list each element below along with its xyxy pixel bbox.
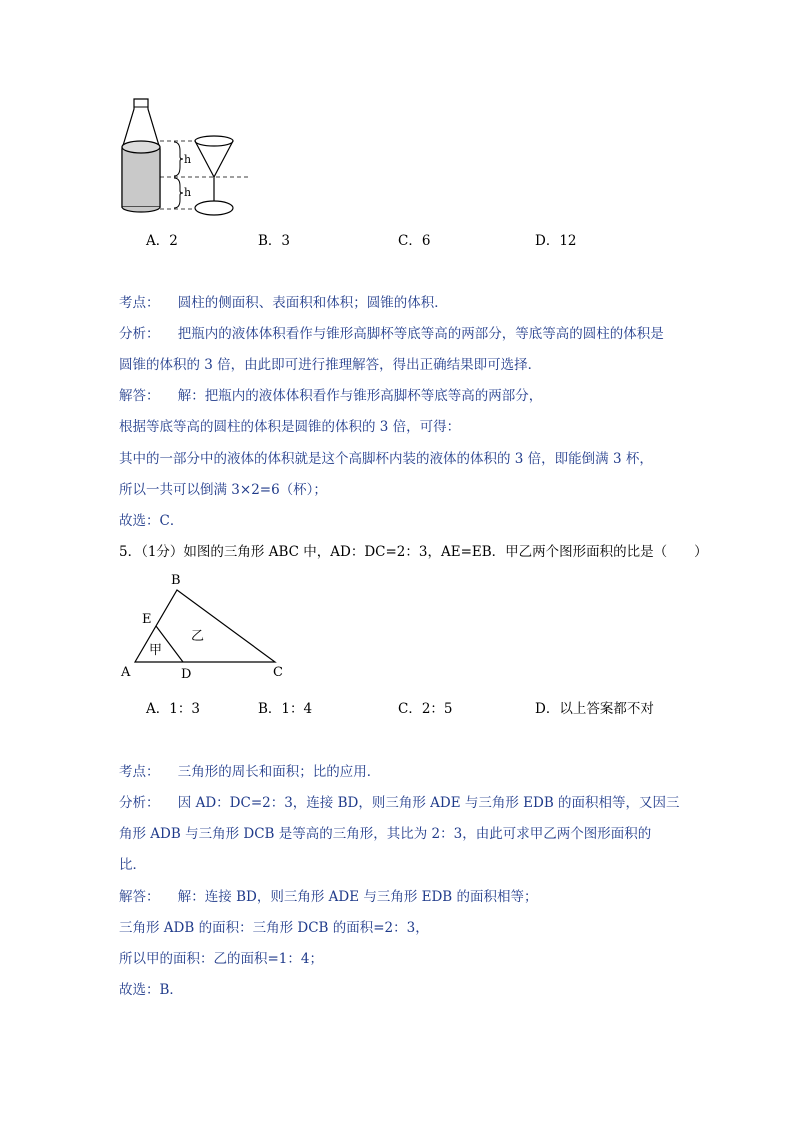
- q5-option-d: D．以上答案都不对: [535, 701, 654, 717]
- q5-fenxi-label: 分析：: [119, 795, 160, 811]
- region-jia-label: 甲: [149, 643, 163, 658]
- q5-fenxi-line2: 角形 ADB 与三角形 DCB 是等高的三角形，其比为 2：3，由此可求甲乙两个图形面积的: [119, 826, 652, 842]
- q4-option-d: D．12: [535, 233, 577, 249]
- q5-answer: 故选：B．: [119, 982, 183, 998]
- goblet-base: [195, 201, 233, 215]
- q5-question: 5．（1分）如图的三角形 ABC 中，AD：DC=2：3，AE=EB．甲乙两个图形面积的比是（ ）: [119, 544, 708, 560]
- q4-answer: 故选：C．: [119, 513, 184, 529]
- q4-fenxi-label: 分析：: [119, 326, 160, 342]
- vertex-e-label: E: [142, 612, 152, 627]
- q4-jieda-line1: 解：把瓶内的液体体积看作与锥形高脚杯等底等高的两部分，: [177, 388, 543, 404]
- q5-kaodian: 三角形的周长和面积；比的应用．: [177, 764, 381, 780]
- q5-jieda-line3: 所以甲的面积：乙的面积=1：4；: [119, 951, 323, 967]
- bottle-goblet-figure: [100, 95, 260, 220]
- q5-fenxi-line3: 比．: [119, 857, 146, 873]
- h-label-lower: h: [184, 186, 192, 199]
- q4-option-a: A．2: [146, 233, 178, 249]
- q4-option-c: C．6: [398, 233, 431, 249]
- region-yi-label: 乙: [191, 629, 205, 644]
- q5-kaodian-label: 考点：: [119, 764, 160, 780]
- vertex-b-label: B: [171, 573, 181, 588]
- q5-fenxi-line1: 因 AD：DC=2：3，连接 BD，则三角形 ADE 与三角形 EDB 的面积相等，又因三: [177, 795, 680, 811]
- goblet-rim: [195, 136, 233, 146]
- q4-fenxi-line2: 圆锥的体积的 3 倍，由此即可进行推理解答，得出正确结果即可选择．: [119, 357, 542, 373]
- q4-jieda-label: 解答：: [119, 388, 160, 404]
- liquid-cylinder: [122, 147, 160, 207]
- q4-fenxi-line1: 把瓶内的液体体积看作与锥形高脚杯等底等高的两部分，等底等高的圆柱的体积是: [177, 326, 664, 342]
- vertex-d-label: D: [181, 667, 192, 682]
- triangle-abc-figure: [115, 570, 295, 685]
- q5-option-c: C．2：5: [398, 701, 453, 717]
- upper-brace: [174, 142, 183, 176]
- q5-option-a: A．1：3: [146, 701, 200, 717]
- q4-kaodian-label: 考点：: [119, 295, 160, 311]
- q5-jieda-label: 解答：: [119, 889, 160, 905]
- vertex-a-label: A: [121, 665, 131, 680]
- q4-kaodian: 圆柱的侧面积、表面积和体积；圆锥的体积．: [177, 295, 448, 311]
- q4-jieda-line3: 其中的一部分中的液体的体积就是这个高脚杯内装的液体的体积的 3 倍，即能倒满 3 杯，: [119, 451, 653, 467]
- q4-jieda-line2: 根据等底等高的圆柱的体积是圆锥的体积的 3 倍，可得：: [119, 419, 461, 435]
- vertex-c-label: C: [273, 665, 283, 680]
- q4-jieda-line4: 所以一共可以倒满 3×2=6（杯）；: [119, 482, 327, 498]
- q5-jieda-line2: 三角形 ADB 的面积：三角形 DCB 的面积=2：3，: [119, 920, 429, 936]
- h-label-upper: h: [184, 153, 192, 166]
- q4-option-b: B．3: [258, 233, 291, 249]
- lower-brace: [174, 178, 183, 208]
- q5-option-b: B．1：4: [258, 701, 313, 717]
- q5-jieda-line1: 解：连接 BD，则三角形 ADE 与三角形 EDB 的面积相等；: [177, 889, 538, 905]
